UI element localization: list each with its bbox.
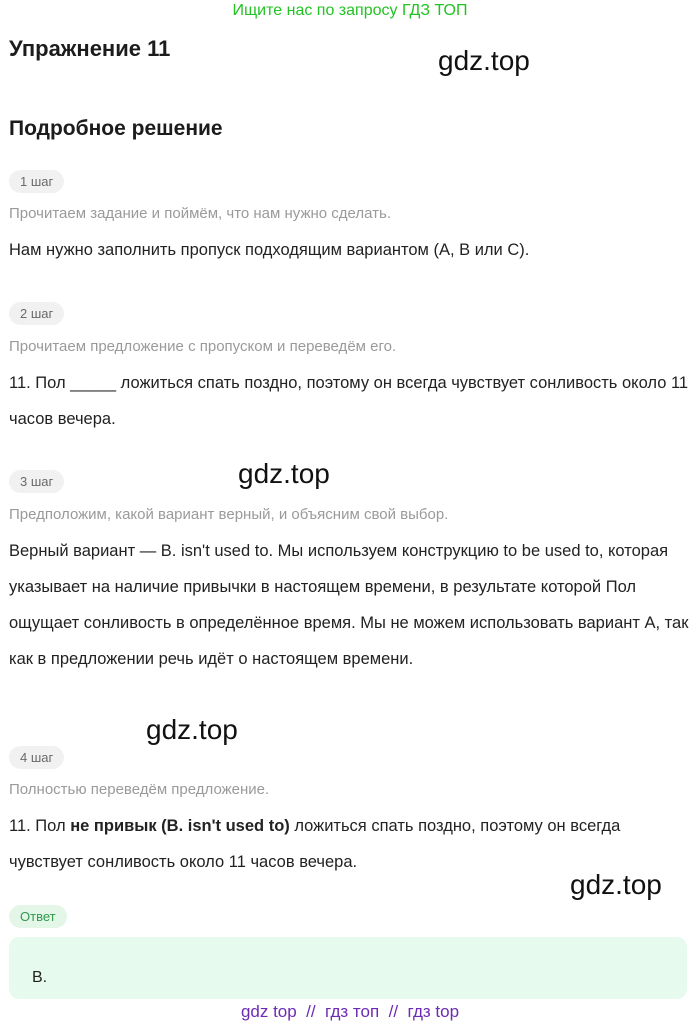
answer-box: [9, 937, 687, 999]
step-label: 3 шаг: [9, 470, 64, 493]
step-3-chip: [9, 470, 64, 493]
step-1-hint: Прочитаем задание и поймём, что нам нужно сделать.: [9, 205, 392, 222]
watermark: gdz.top: [438, 45, 530, 76]
step-4-hint: Полностью переведём предложение.: [9, 781, 270, 798]
step-1-text: Нам нужно заполнить пропуск подходящим вариантом (A, B или C).: [9, 241, 530, 259]
step-label: 1 шаг: [9, 170, 64, 193]
answer-value: B.: [32, 969, 48, 986]
step-2-hint: Прочитаем предложение с пропуском и переведём его.: [9, 338, 397, 355]
answer-chip: [9, 905, 67, 928]
step-4-text-bold: не привык (B. isn't used to): [70, 817, 290, 835]
answer-label: Ответ: [9, 905, 67, 928]
watermark: gdz.top: [238, 458, 330, 489]
step-label: 2 шаг: [9, 302, 64, 325]
step-4-text-before: 11. Пол: [9, 817, 71, 835]
step-3-text: Верный вариант — B. isn't used to. Мы используем конструкцию to be used to, которая указывает на наличие привычки в настоящем времени, в результате которой Пол ощущает сонливость в определённое время. Мы не можем использовать вариант A, так как в предложении речь идёт о настоящем времени.: [9, 542, 689, 668]
step-3-hint: Предположим, какой вариант верный, и объясним свой выбор.: [9, 506, 449, 523]
step-4-chip: [9, 746, 64, 769]
step-4-text-after: ложиться спать поздно, поэтому он всегда чувствует сонливость около 11 часов вечера.: [9, 817, 621, 871]
top-banner: Ищите нас по запросу ГДЗ ТОП: [232, 2, 468, 19]
step-2-text: 11. Пол _____ ложиться спать поздно, поэтому он всегда чувствует сонливость около 11 часов вечера.: [9, 374, 689, 428]
step-1-chip: [9, 170, 64, 193]
footer-links[interactable]: gdz top // гдз топ // гдз top: [240, 1002, 460, 1021]
watermark: gdz.top: [146, 714, 238, 745]
step-2-chip: [9, 302, 64, 325]
step-label: 4 шаг: [9, 746, 64, 769]
watermark: gdz.top: [570, 869, 662, 900]
page-title: Упражнение 11: [9, 36, 171, 61]
section-title: Подробное решение: [9, 117, 223, 140]
